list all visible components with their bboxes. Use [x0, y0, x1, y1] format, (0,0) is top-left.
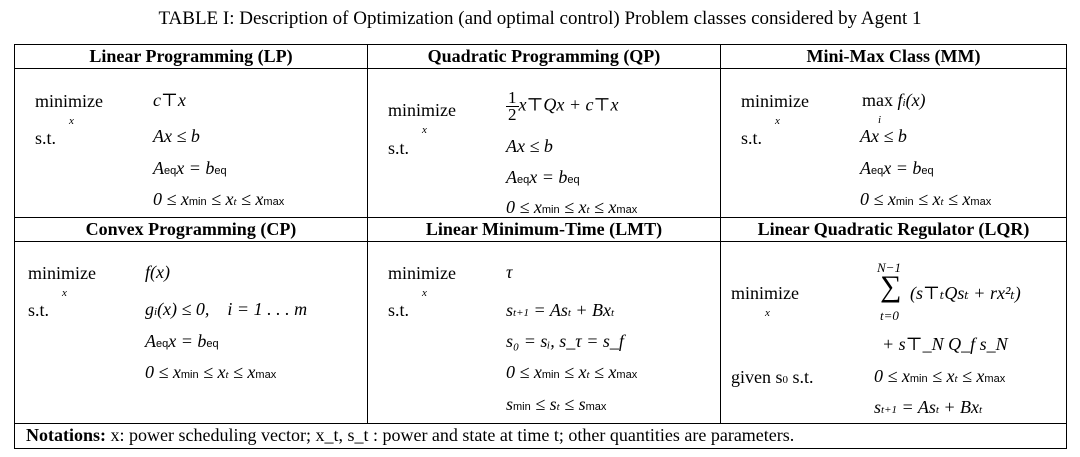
mm-minimize: minimize — [741, 91, 809, 111]
lqr-constraint-1: 0 ≤ xmin ≤ xt ≤ xmax — [874, 366, 1006, 386]
mm-max-sub: i — [878, 114, 882, 126]
lmt-min-var: x — [422, 287, 427, 299]
mm-objective: max fi(x) — [862, 90, 926, 110]
notations-row — [26, 425, 794, 446]
qp-objective: $\frac{1}{2}$ x⊤Qx + c⊤x — [508, 88, 619, 124]
qp-half-fraction: $\frac{1}{2}$ — [508, 88, 517, 124]
lp-constraint-3: 0 ≤ xmin ≤ xt ≤ xmax — [153, 189, 285, 209]
lp-minimize: minimize — [35, 91, 103, 111]
qp-st: s.t. — [388, 138, 410, 158]
qp-constraint-3: 0 ≤ xmin ≤ xt ≤ xmax — [506, 197, 638, 217]
qp-constraint-2: Aeqx = beq — [506, 167, 580, 187]
lp-objective: c⊤x — [153, 90, 186, 110]
lqr-sum-lower: t=0 — [880, 308, 899, 323]
lqr-sum-symbol: ∑ — [880, 270, 902, 303]
lmt-objective: τ — [506, 262, 513, 282]
lp-st: s.t. — [35, 128, 57, 148]
header-rule-2 — [14, 241, 1067, 242]
notations-text: x: power scheduling vector; x_t, s_t : power and state at time t; other quantities are parameters. — [106, 425, 795, 445]
lqr-sum-upper: N−1 — [877, 260, 901, 275]
cp-constraint-1: gi(x) ≤ 0, i = 1 . . . m — [145, 299, 308, 319]
lqr-objective-terminal: + s⊤_N Q_f s_N — [882, 334, 1008, 354]
mm-min-var: x — [775, 115, 780, 127]
bottom-rule — [14, 423, 1067, 424]
lp-constraint-2: Aeqx = beq — [153, 158, 227, 178]
left-border — [14, 44, 15, 449]
mm-st: s.t. — [741, 128, 763, 148]
header-qp: Quadratic Programming (QP) — [427, 46, 661, 66]
lp-min-var: x — [69, 115, 74, 127]
header-rule-1 — [14, 68, 1067, 69]
cp-st: s.t. — [28, 300, 50, 320]
lmt-constraint-3: 0 ≤ xmin ≤ xt ≤ xmax — [506, 362, 638, 382]
qp-constraint-1: Ax ≤ b — [506, 136, 553, 156]
header-lqr: Linear Quadratic Regulator (LQR) — [757, 219, 1030, 239]
lmt-constraint-4: smin ≤ st ≤ smax — [506, 394, 607, 414]
lmt-constraint-2: s₀ = sᵢ, s_τ = s_f — [506, 331, 624, 351]
qp-minimize: minimize — [388, 100, 456, 120]
cp-minimize: minimize — [28, 263, 96, 283]
header-lmt: Linear Minimum-Time (LMT) — [425, 219, 663, 239]
lmt-constraint-1: st+1 = Ast + Bxt — [506, 300, 615, 320]
mm-constraint-3: 0 ≤ xmin ≤ xt ≤ xmax — [860, 189, 992, 209]
header-lp: Linear Programming (LP) — [89, 46, 293, 66]
mm-constraint-1: Ax ≤ b — [860, 126, 907, 146]
cp-min-var: x — [62, 287, 67, 299]
lqr-objective: (s⊤ₜQsₜ + rx²ₜ) — [910, 283, 1021, 303]
lp-constraint-1: Ax ≤ b — [153, 126, 200, 146]
lqr-minimize: minimize — [731, 283, 799, 303]
right-border — [1066, 44, 1067, 449]
mm-constraint-2: Aeqx = beq — [860, 158, 934, 178]
lmt-minimize: minimize — [388, 263, 456, 283]
table-caption: TABLE I: Description of Optimization (and optimal control) Problem classes considered by Agent 1 — [158, 8, 922, 29]
lqr-min-var: x — [765, 307, 770, 319]
header-mm: Mini-Max Class (MM) — [806, 46, 981, 66]
cp-constraint-2: Aeqx = beq — [145, 331, 219, 351]
notes-rule — [14, 448, 1067, 449]
lmt-st: s.t. — [388, 300, 410, 320]
notations-label: Notations: — [26, 425, 106, 445]
cp-constraint-3: 0 ≤ xmin ≤ xt ≤ xmax — [145, 362, 277, 382]
top-rule — [14, 44, 1067, 45]
lqr-given: given s0 s.t. — [731, 367, 814, 387]
qp-min-var: x — [422, 124, 427, 136]
cp-objective: f(x) — [145, 262, 170, 282]
lqr-constraint-2: st+1 = Ast + Bxt — [874, 397, 983, 417]
header-cp: Convex Programming (CP) — [85, 219, 297, 239]
